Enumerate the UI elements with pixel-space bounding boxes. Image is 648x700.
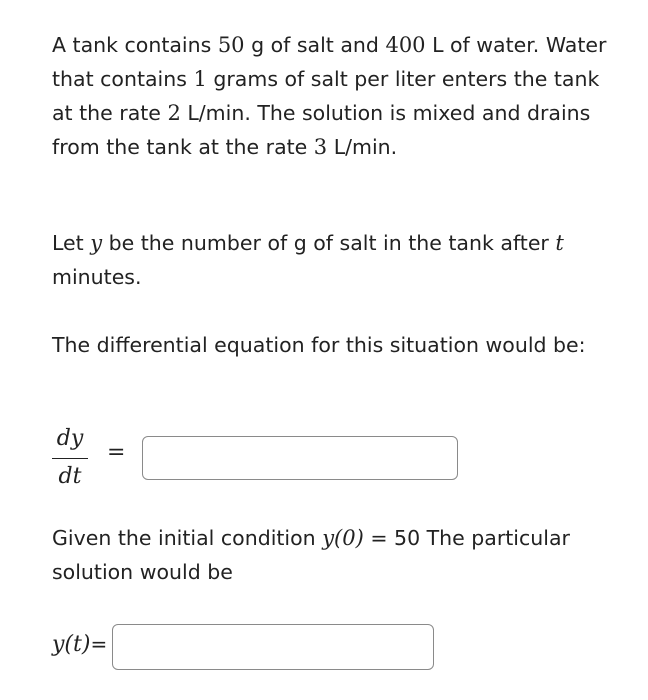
text: L of water. Water that contains xyxy=(52,33,607,91)
text: Let xyxy=(52,231,91,255)
salt-amount: 50 xyxy=(217,33,245,57)
text: = 50 The particular solution would be xyxy=(52,526,570,584)
fraction-denominator: dt xyxy=(58,464,82,489)
variable-y: y xyxy=(90,231,103,255)
solution-label xyxy=(52,632,107,657)
fraction-bar xyxy=(52,458,88,459)
de-prompt: The differential equation for this situation would be: xyxy=(52,333,586,357)
equals-sign: = xyxy=(107,440,126,465)
fraction-numerator: dy xyxy=(56,426,84,451)
text: be the number of g of salt in the tank after xyxy=(102,231,556,255)
particular-solution-prompt xyxy=(52,521,612,589)
initial-condition: y(0) xyxy=(322,526,364,550)
water-amount: 400 xyxy=(385,33,426,57)
function-label: y(t) xyxy=(52,632,91,657)
outflow-rate: 3 xyxy=(313,135,328,159)
text: minutes. xyxy=(52,265,142,289)
problem-statement xyxy=(52,28,612,164)
differential-equation-input[interactable] xyxy=(142,436,458,480)
particular-solution-input[interactable] xyxy=(112,624,434,670)
text: grams of salt per liter enters the tank at the rate xyxy=(52,67,600,125)
equals-sign: = xyxy=(90,632,108,656)
text: A tank contains xyxy=(52,33,218,57)
text: g of salt and xyxy=(244,33,386,57)
inflow-concentration: 1 xyxy=(193,67,207,91)
text: L/min. The solution is mixed and drains from the tank at the rate xyxy=(52,101,591,159)
inflow-rate: 2 xyxy=(167,101,181,125)
variable-definition xyxy=(52,226,612,294)
text: Given the initial condition xyxy=(52,526,323,550)
text: L/min. xyxy=(327,135,398,159)
variable-t: t xyxy=(555,231,564,255)
derivative-fraction xyxy=(52,426,88,490)
